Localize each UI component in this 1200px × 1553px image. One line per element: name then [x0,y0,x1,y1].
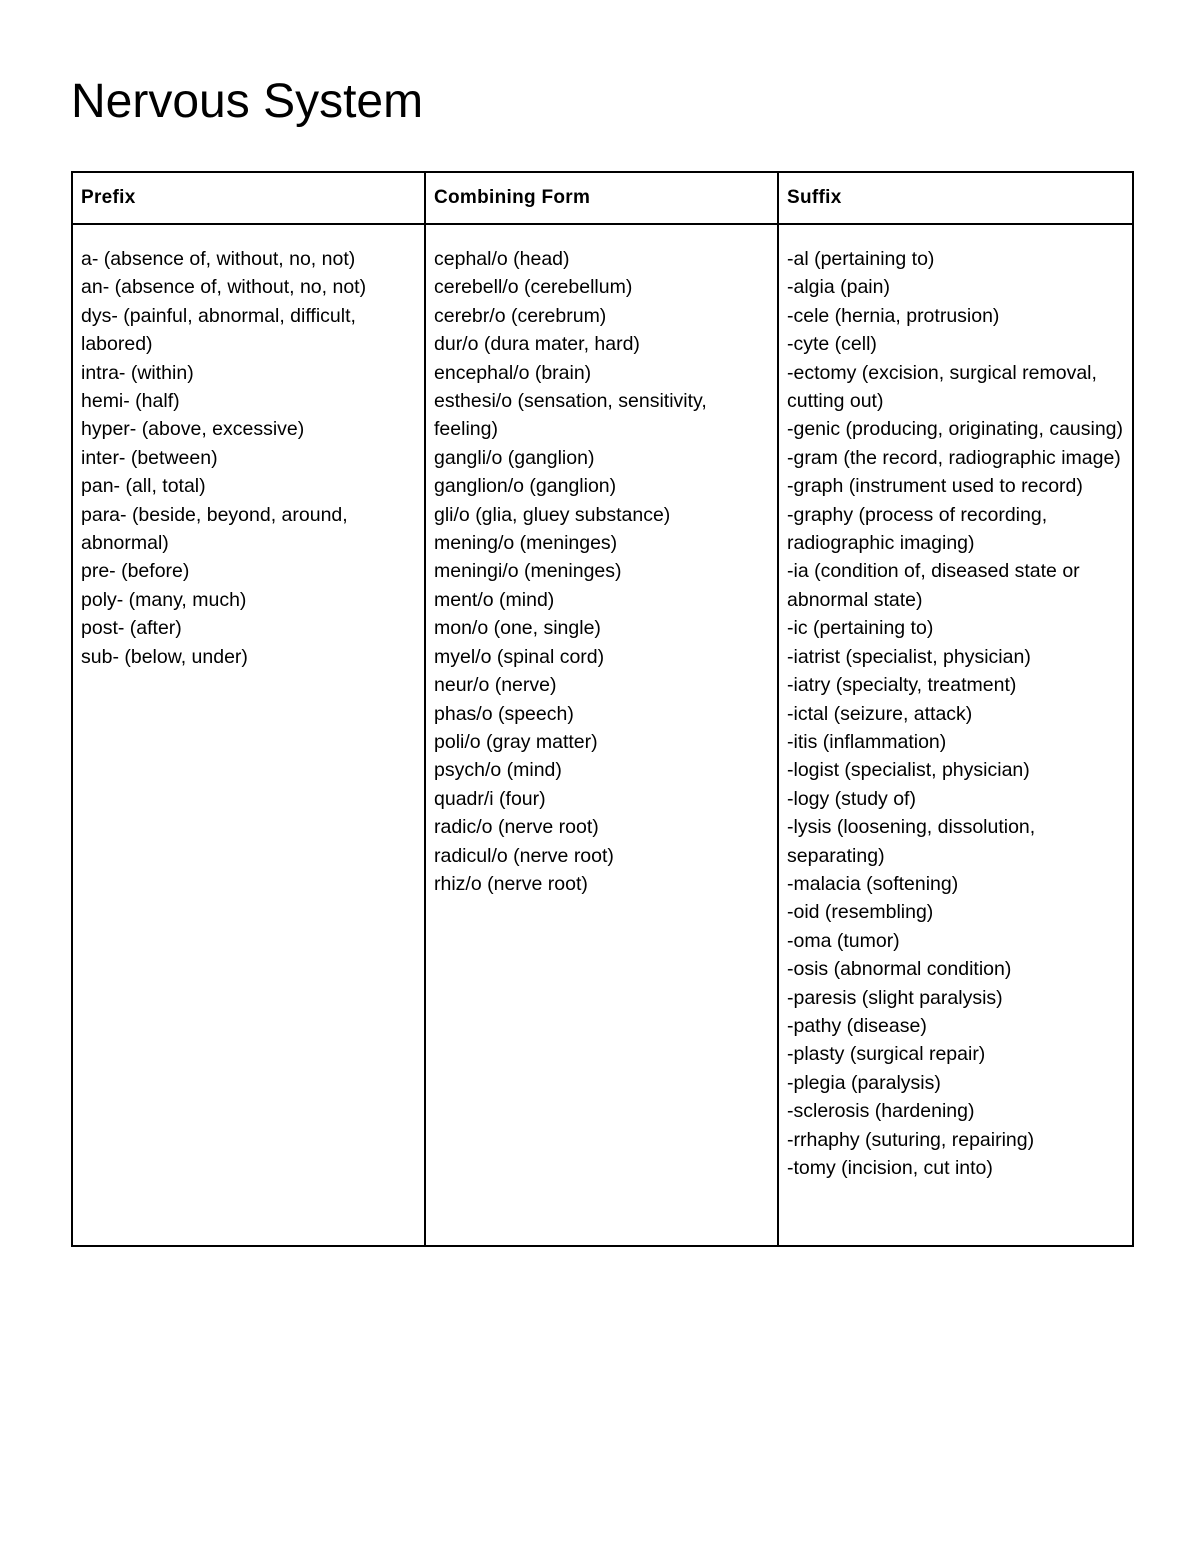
combining-form-cell [425,224,778,1246]
suffix-item: -rrhaphy (suturing, repairing) [787,1128,1035,1151]
combining-form-item: ment/o (mind) [434,588,555,611]
suffix-item: -graphy (process of recording, radiographic imaging) [787,503,1048,555]
prefix-item: post- (after) [81,617,182,640]
suffix-item: -plasty (surgical repair) [787,1043,986,1066]
prefix-column-header: Prefix [72,172,425,224]
combining-form-item: gli/o (glia, gluey substance) [434,503,671,526]
prefix-item: a- (absence of, without, no, not) [81,248,356,270]
combining-form-item: ganglion/o (ganglion) [434,475,617,498]
combining-form-item: radicul/o (nerve root) [434,844,614,867]
combining-form-list [434,245,769,898]
prefix-item: intra- (within) [81,361,194,384]
suffix-item: -ectomy (excision, surgical removal, cutting out) [787,361,1097,413]
prefix-item: dys- (painful, abnormal, difficult, labored) [81,304,356,356]
suffix-item: -iatrist (specialist, physician) [787,645,1031,668]
suffix-cell [778,224,1133,1246]
suffix-item: -paresis (slight paralysis) [787,986,1003,1009]
prefix-item: sub- (below, under) [81,645,248,668]
suffix-item: -pathy (disease) [787,1014,927,1037]
page-title: Nervous System [71,75,424,128]
suffix-item: -gram (the record, radiographic image) [787,446,1121,469]
prefix-item: pan- (all, total) [81,475,206,498]
combining-form-item: neur/o (nerve) [434,674,557,697]
prefix-item: poly- (many, much) [81,588,247,611]
suffix-item: -logy (study of) [787,787,916,810]
suffix-item: -plegia (paralysis) [787,1071,941,1094]
combining-form-item: gangli/o (ganglion) [434,446,595,469]
prefix-list [81,245,416,671]
suffix-column-header: Suffix [778,172,1133,224]
prefix-item: inter- (between) [81,446,218,469]
suffix-item: -malacia (softening) [787,872,959,895]
combining-form-column-header: Combining Form [425,172,778,224]
suffix-item: -genic (producing, originating, causing) [787,418,1124,441]
suffix-item: -ictal (seizure, attack) [787,702,973,725]
suffix-item: -ia (condition of, diseased state or abnormal state) [787,560,1080,611]
table-body-row [72,224,1133,1246]
prefix-cell [72,224,425,1246]
suffix-list [787,245,1124,1182]
combining-form-item: quadr/i (four) [434,787,546,810]
suffix-item: -ic (pertaining to) [787,617,934,640]
suffix-item: -graph (instrument used to record) [787,475,1083,498]
suffix-item: -cele (hernia, protrusion) [787,304,1000,327]
combining-form-item: meningi/o (meninges) [434,560,622,583]
combining-form-item: psych/o (mind) [434,759,562,782]
combining-form-item: esthesi/o (sensation, sensitivity, feeling) [434,390,707,441]
combining-form-item: rhiz/o (nerve root) [434,872,588,895]
suffix-item: -tomy (incision, cut into) [787,1157,993,1179]
suffix-item: -cyte (cell) [787,333,877,356]
combining-form-item: encephal/o (brain) [434,361,592,384]
terms-table [71,171,1134,1247]
combining-form-item: cephal/o (head) [434,248,570,270]
table-header-row [72,172,1133,224]
suffix-item: -osis (abnormal condition) [787,958,1012,981]
suffix-item: -logist (specialist, physician) [787,759,1030,782]
combining-form-item: phas/o (speech) [434,702,574,725]
suffix-item: -oid (resembling) [787,901,934,924]
prefix-item: hyper- (above, excessive) [81,418,305,441]
suffix-item: -lysis (loosening, dissolution, separating) [787,816,1036,867]
prefix-item: an- (absence of, without, no, not) [81,276,367,299]
combining-form-item: mon/o (one, single) [434,617,601,640]
suffix-item: -iatry (specialty, treatment) [787,674,1017,697]
prefix-item: pre- (before) [81,560,190,583]
suffix-item: -itis (inflammation) [787,730,947,753]
combining-form-item: radic/o (nerve root) [434,816,599,839]
combining-form-item: cerebell/o (cerebellum) [434,276,633,299]
suffix-item: -sclerosis (hardening) [787,1100,975,1123]
combining-form-item: mening/o (meninges) [434,532,618,555]
combining-form-item: dur/o (dura mater, hard) [434,333,640,356]
combining-form-item: myel/o (spinal cord) [434,645,605,668]
suffix-item: -al (pertaining to) [787,248,935,270]
prefix-item: para- (beside, beyond, around, abnormal) [81,503,348,555]
suffix-item: -algia (pain) [787,276,890,299]
combining-form-item: poli/o (gray matter) [434,730,598,753]
prefix-item: hemi- (half) [81,390,180,413]
suffix-item: -oma (tumor) [787,929,900,952]
combining-form-item: cerebr/o (cerebrum) [434,304,607,327]
